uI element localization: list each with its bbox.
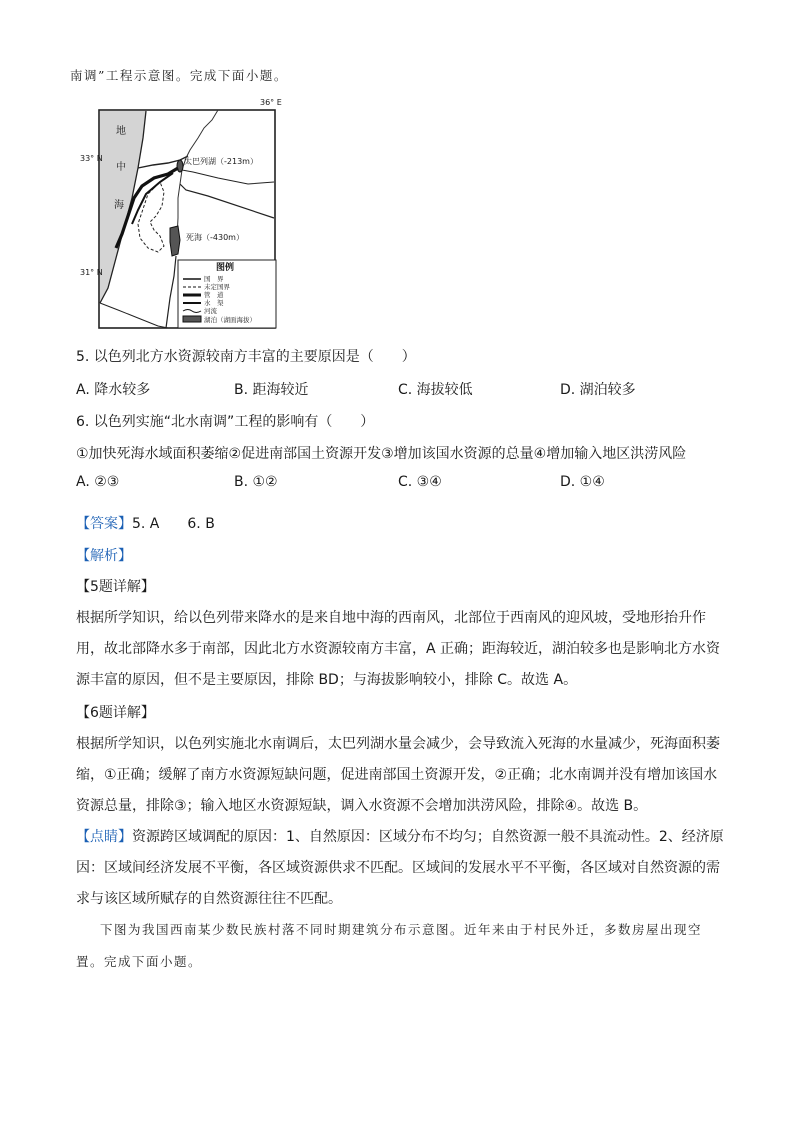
q6-option-c: C. ③④ <box>398 474 442 490</box>
d5-line-3: 源丰富的原因，但不是主要原因，排除 BD；与海拔影响较小，排除 C。故选 A。 <box>76 672 578 688</box>
q6-items: ①加快死海水域面积萎缩②促进南部国土资源开发③增加该国水资源的总量④增加输入地区洪涝风险 <box>76 446 687 462</box>
tip-line-1 <box>76 822 724 852</box>
q5-stem: 5. 以色列北方水资源较南方丰富的主要原因是（ ） <box>76 349 416 365</box>
legend-canal: 水 渠 <box>204 299 224 307</box>
legend-title: 图例 <box>216 263 235 273</box>
d5-line-2: 用，故北部降水多于南部，因此北方水资源较南方丰富，A 正确；距海较近，湖泊较多也是影响北方水资 <box>76 641 721 657</box>
q6-option-d: D. ①④ <box>560 474 605 490</box>
tip-label: 【点睛】 <box>76 829 132 845</box>
d6-line-2: 缩，①正确；缓解了南方水资源短缺问题，促进南部国土资源开发，②正确；北水南调并没有增加该国水 <box>76 767 718 783</box>
q5-option-d: D. 湖泊较多 <box>560 382 636 398</box>
d5-line-1: 根据所学知识，给以色列带来降水的是来自地中海的西南风，北部位于西南风的迎风坡，受地形抬升作 <box>76 610 706 626</box>
next-intro-line-2: 置。完成下面小题。 <box>76 954 203 969</box>
legend-pipeline: 管 道 <box>204 291 224 299</box>
answer-value: 5. A 6. B <box>132 516 215 532</box>
q6-option-b: B. ①② <box>234 474 278 490</box>
water-diversion-map <box>80 98 294 330</box>
d6-line-1: 根据所学知识，以色列实施北水南调后，太巴列湖水量会减少，会导致流入死海的水量减少，死海面积萎 <box>76 736 720 752</box>
legend-border: 国 界 <box>204 275 224 283</box>
legend-undetermined-border: 未定国界 <box>204 283 230 291</box>
lake-tiberias-label: 太巴列湖（-213m） <box>184 157 258 166</box>
sea-label-2: 中 <box>116 162 126 173</box>
q6-stem: 6. 以色列实施“北水南调”工程的影响有（ ） <box>76 414 375 430</box>
answer-label: 【答案】 <box>76 516 132 532</box>
next-intro-line-1: 下图为我国西南某少数民族村落不同时期建筑分布示意图。近年来由于村民外迁，多数房屋出现空 <box>100 922 703 937</box>
latitude-31-label: 31° N <box>80 268 103 277</box>
q5-option-c: C. 海拔较低 <box>398 382 473 398</box>
analysis-label: 【解析】 <box>76 548 132 564</box>
q5-option-a: A. 降水较多 <box>76 382 151 398</box>
sea-label-1: 地 <box>116 126 126 137</box>
sea-label-3: 海 <box>114 200 124 211</box>
dead-sea-label: 死海（-430m） <box>186 233 244 242</box>
d6-label: 【6题详解】 <box>76 705 155 721</box>
answer-line <box>76 513 215 533</box>
intro-text: 南调”工程示意图。完成下面小题。 <box>70 68 288 83</box>
tip-text-1: 资源跨区域调配的原因：1、自然原因：区域分布不均匀；自然资源一般不具流动性。2、经济原 <box>132 829 724 845</box>
d6-line-3: 资源总量，排除③；输入地区水资源短缺，调入水资源不会增加洪涝风险，排除④。故选 B。 <box>76 798 648 814</box>
latitude-33-label: 33° N <box>80 154 103 163</box>
tip-line-2: 因：区域间经济发展不平衡，各区域资源供求不匹配。区域间的发展水平不平衡，各区域对自然资源的需 <box>76 860 720 876</box>
d5-label: 【5题详解】 <box>76 579 155 595</box>
q6-option-a: A. ②③ <box>76 474 120 490</box>
legend-lake: 湖泊（湖面海拔） <box>204 316 256 324</box>
q5-option-b: B. 距海较近 <box>234 382 309 398</box>
legend-river: 河流 <box>204 307 217 315</box>
longitude-label: 36° E <box>260 98 282 107</box>
tip-line-3: 求与该区域所赋存的自然资源往往不匹配。 <box>76 891 342 907</box>
